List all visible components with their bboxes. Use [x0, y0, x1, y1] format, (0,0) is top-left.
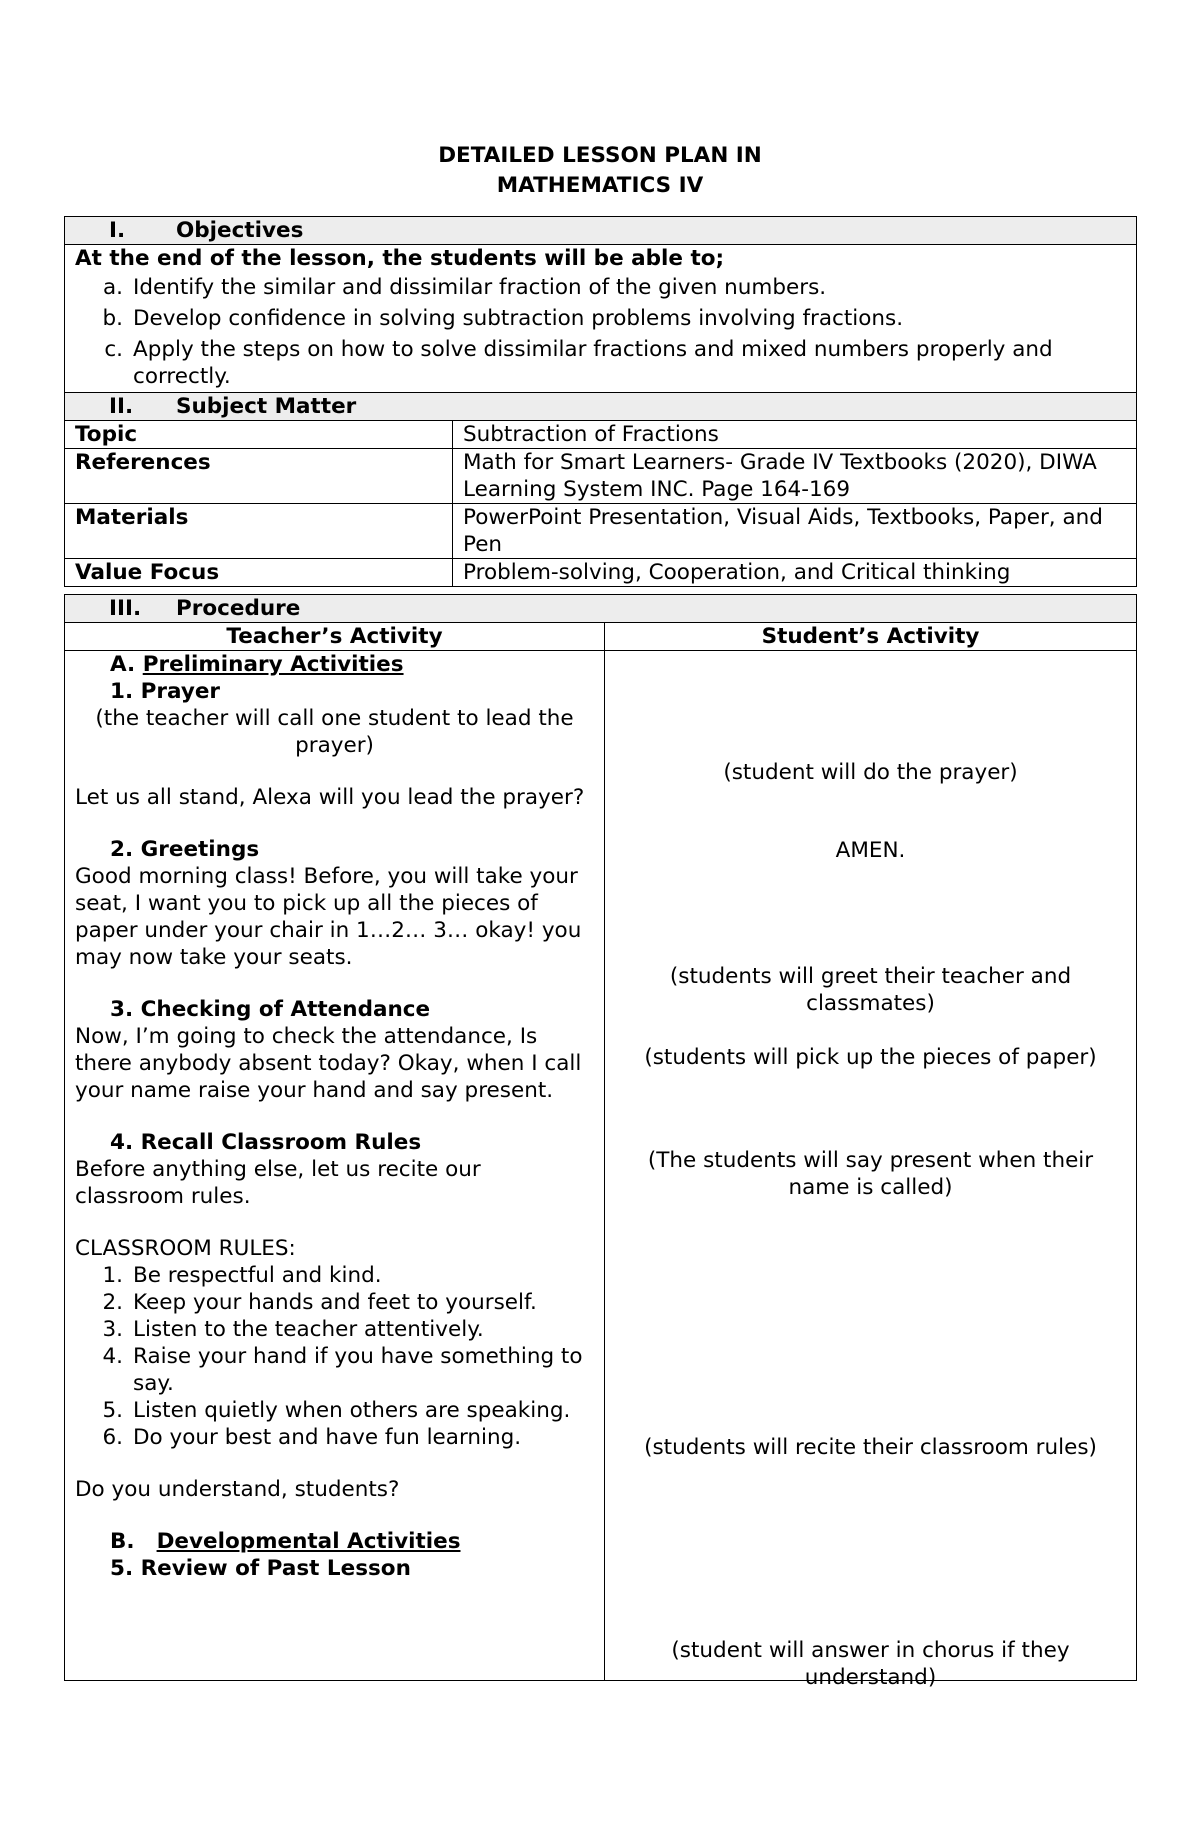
understand-question: Do you understand, students? [75, 1477, 400, 1502]
student-pickup-note: (students will pick up the pieces of paper) [644, 1045, 1097, 1070]
preliminary-activities-heading: A. Preliminary Activities [110, 652, 404, 677]
student-attendance-note: (The students will say present when their name is called) [647, 1148, 1094, 1200]
student-prayer-note: (student will do the prayer) [723, 760, 1018, 785]
greetings-text: Good morning class! Before, you will take your seat, I want you to pick up all the pieces of paper under your chair in 1…2… 3… okay! you may now take your seats. [75, 864, 582, 970]
references-value: Math for Smart Learners- Grade IV Textbooks (2020), DIWA Learning System INC. Page 164-169 [453, 449, 1137, 504]
rule-item: 3. Listen to the teacher attentively. [102, 1317, 484, 1342]
rule-item: 2. Keep your hands and feet to yourself. [102, 1290, 537, 1315]
student-rules-note: (students will recite their classroom rules) [644, 1435, 1097, 1460]
student-activity-cell [605, 651, 1137, 1690]
prayer-note: (the teacher will call one student to lead the prayer) [95, 706, 574, 758]
objectives-body [65, 245, 1137, 393]
prayer-title: 1. Prayer [110, 679, 221, 704]
developmental-activities-heading: B. Developmental Activities [110, 1529, 461, 1554]
rules-title: 4. Recall Classroom Rules [110, 1130, 422, 1155]
teacher-activity-header: Teacher’s Activity [65, 623, 605, 651]
prayer-line: Let us all stand, Alexa will you lead the prayer? [75, 785, 585, 810]
attendance-text: Now, I’m going to check the attendance, Is there anybody absent today? Okay, when I call your name raise your hand and say present. [75, 1024, 582, 1103]
page-title-line-2: MATHEMATICS IV [496, 173, 704, 198]
objective-item: c. Apply the steps on how to solve dissimilar fractions and mixed numbers properly and correctly. [104, 337, 1053, 389]
teacher-activity-cell [65, 651, 605, 1681]
objective-item: b. Develop confidence in solving subtraction problems involving fractions. [102, 306, 904, 331]
rule-item: 4. Raise your hand if you have something to say. [102, 1344, 583, 1396]
attendance-title: 3. Checking of Attendance [110, 997, 431, 1022]
value-focus-value: Problem-solving, Cooperation, and Critical thinking [453, 559, 1137, 587]
materials-value: PowerPoint Presentation, Visual Aids, Textbooks, Paper, and Pen [453, 504, 1137, 559]
objectives-intro: At the end of the lesson, the students will be able to; [75, 246, 725, 271]
review-title: 5. Review of Past Lesson [110, 1556, 411, 1581]
topic-value: Subtraction of Fractions [453, 421, 1137, 449]
page-title-line-1: DETAILED LESSON PLAN IN [438, 143, 762, 168]
value-focus-label: Value Focus [65, 559, 453, 587]
rules-intro: Before anything else, let us recite our classroom rules. [75, 1157, 481, 1209]
student-greet-note: (students will greet their teacher and classmates) [669, 964, 1072, 1016]
greetings-title: 2. Greetings [110, 837, 260, 862]
procedure-section-header: III. Procedure [65, 595, 1137, 623]
rule-item: 6. Do your best and have fun learning. [102, 1425, 522, 1450]
lesson-plan-table [64, 216, 1137, 587]
student-activity-header: Student’s Activity [605, 623, 1137, 651]
procedure-table [64, 594, 1137, 1690]
rule-item: 1. Be respectful and kind. [102, 1263, 382, 1288]
references-label: References [65, 449, 453, 504]
rule-item: 5. Listen quietly when others are speaking. [102, 1398, 571, 1423]
student-amen: AMEN. [835, 838, 906, 863]
topic-label: Topic [65, 421, 453, 449]
student-understand-note: (student will answer in chorus if they understand) [671, 1638, 1070, 1690]
objective-item: a. Identify the similar and dissimilar fraction of the given numbers. [102, 275, 827, 300]
subject-matter-section-header: II. Subject Matter [65, 393, 1137, 421]
materials-label: Materials [65, 504, 453, 559]
rules-heading: CLASSROOM RULES: [75, 1236, 296, 1261]
objectives-section-header: I. Objectives [65, 217, 1137, 245]
